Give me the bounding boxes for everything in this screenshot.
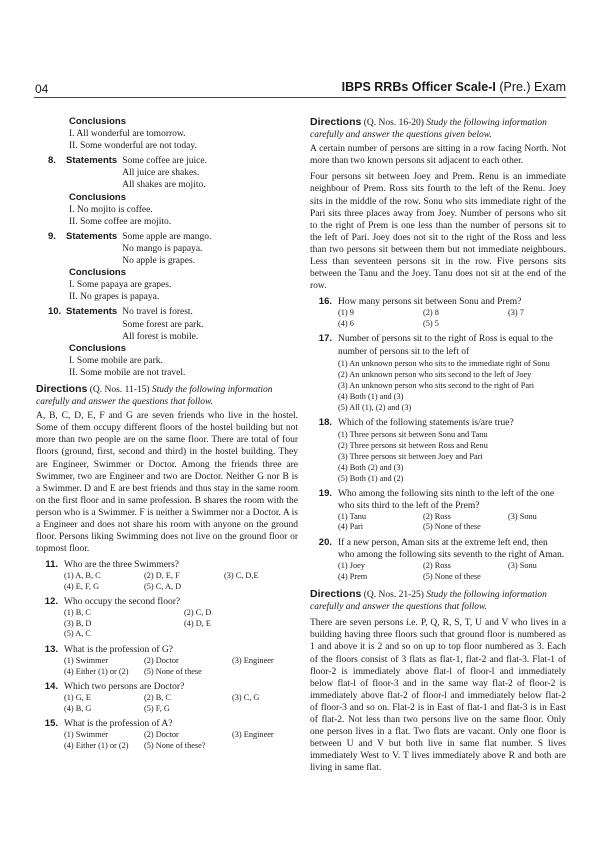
statement-3: All shakes are mojito.: [122, 180, 206, 191]
option-2[interactable]: (2) Ross: [423, 561, 451, 571]
question-text: Which of the following statements is/are true?: [338, 417, 514, 428]
option-5[interactable]: (5) None of these: [423, 522, 481, 532]
option-2[interactable]: (2) D, E, F: [144, 571, 180, 581]
option-4[interactable]: (4) Pari: [338, 522, 364, 532]
conclusion-2: II. No grapes is papaya.: [69, 292, 160, 303]
statement-3: All forest is mobile.: [122, 331, 199, 342]
question-number: 10.: [48, 306, 62, 318]
statements: [122, 231, 211, 267]
question-text: Which two persons are Doctor?: [64, 682, 185, 693]
option-5[interactable]: (5) F, G: [144, 703, 170, 713]
question-16: [310, 296, 566, 308]
statement-1: Some apple are mango.: [122, 231, 212, 242]
directions-text: Study the following information carefully and answer the questions that follow.: [36, 384, 273, 408]
option-3[interactable]: (3) Sonu: [508, 561, 537, 571]
option-5[interactable]: (5) A, C: [64, 629, 91, 639]
question-11: [36, 559, 298, 571]
statement-3: No apple is grapes.: [122, 256, 196, 267]
statement-2: Some forest are park.: [122, 319, 204, 330]
question-17: [310, 333, 566, 357]
conclusions-label: Conclusions: [69, 267, 127, 279]
directions-range: (Q. Nos. 16-20): [361, 118, 427, 128]
option-2[interactable]: (2) Ross: [423, 511, 451, 521]
option-4[interactable]: (4) Both (2) and (3): [338, 462, 404, 472]
option-3[interactable]: (3) Engineer: [232, 730, 274, 740]
question-number: 11.: [45, 559, 58, 571]
option-1[interactable]: (1) Tanu: [338, 511, 367, 521]
option-4[interactable]: (4) Both (1) and (3): [338, 391, 404, 401]
option-1[interactable]: (1) B, C: [64, 608, 91, 618]
running-title-bold: IBPS RRBs Officer Scale-I: [341, 80, 496, 94]
option-4[interactable]: (4) Prem: [338, 571, 368, 581]
question-number: 12.: [44, 596, 58, 608]
options-15: [36, 730, 298, 751]
options-11: [36, 571, 298, 592]
conclusion-1: I. Some mobile are park.: [69, 355, 163, 366]
option-2[interactable]: (2) An unknown person who sits second to the left of Joey: [338, 369, 532, 379]
option-2[interactable]: (2) 8: [423, 308, 439, 318]
options-13: [36, 656, 298, 677]
passage-21-25: There are seven persons i.e. P, Q, R, S, T, U and V who lives in a building having three floors such that ground floor is numbered as 1 and above it is 2 and so on up to top floor numbered as 3. Each of the floors consist of 3 flats as flat-1, flat-2 and flat-3. Flat-1 of floor-2 is immediately above flat-l of floor-l and immediately below flat-l of floor-3 and in the same way flat-2 of floor-2 is immediately above flat-2 of floor-l and immediately below flat-2 of floor-3 and so on. Flat-2 is in East of flat-1 and flat-3 is in East of flat-2. Not less than two persons live on the same floor. Only one person lives in a flat. Two flats are vacant. Only one floor is between U and V but both live in same flat number. S lives immediately West to V. T lives immediately above R and both are living in same flat.: [310, 618, 566, 774]
option-2[interactable]: (2) Doctor: [144, 730, 179, 740]
option-4[interactable]: (4) D, E: [184, 618, 211, 628]
passage-16-20-intro: A certain number of persons are sitting in a row facing North. Not more than two known persons sit adjacent to each other.: [310, 144, 566, 167]
directions-text: Study the following information carefully and answer the questions that follow.: [310, 590, 547, 613]
option-4[interactable]: (4) B, G: [64, 703, 92, 713]
question-number: 18.: [318, 416, 332, 428]
options-12: [36, 608, 298, 640]
question-number: 19.: [318, 487, 332, 499]
question-number: 14.: [44, 681, 58, 693]
directions-text: Study the following information carefully and answer the questions given below.: [310, 118, 547, 141]
statements: [122, 306, 203, 342]
question-12: [36, 596, 298, 608]
conclusions-label: Conclusions: [69, 116, 127, 127]
option-2[interactable]: (2) C, D: [184, 608, 212, 618]
conclusions-block-9: [36, 267, 298, 303]
conclusion-1: I. Some papaya are grapes.: [69, 280, 172, 291]
conclusion-2: II. Some wonderful are not today.: [69, 141, 197, 152]
option-3[interactable]: (3) Sonu: [508, 511, 537, 521]
question-text: Number of persons sit to the right of Ross is equal to the number of persons sit to the left of: [338, 334, 553, 357]
option-5[interactable]: (5) C, A, D: [144, 581, 182, 591]
option-5[interactable]: (5) Both (1) and (2): [338, 473, 404, 483]
right-column: [310, 116, 566, 774]
directions-21-25: [310, 588, 566, 613]
question-text: If a new person, Aman sits at the extreme left end, then who among the following sits seventh to the right of Aman.: [338, 537, 565, 560]
option-4[interactable]: (4) E, F, G: [64, 581, 100, 591]
options-19: [310, 512, 566, 533]
option-4[interactable]: (4) Either (1) or (2): [64, 666, 129, 676]
header-rule: [34, 97, 566, 98]
question-text: What is the profession of A?: [64, 719, 173, 730]
question-14: [36, 681, 298, 693]
option-1[interactable]: (1) 9: [338, 308, 354, 318]
question-9: [36, 231, 298, 267]
directions-label: Directions: [310, 116, 362, 128]
statement-1: No travel is forest.: [122, 307, 193, 318]
option-5[interactable]: (5) 5: [423, 318, 439, 328]
question-text: What is the profession of G?: [64, 644, 173, 655]
page-header: [0, 0, 600, 100]
question-number: 9.: [48, 230, 56, 242]
option-4[interactable]: (4) Either (1) or (2): [64, 740, 129, 750]
question-number: 16.: [318, 296, 332, 308]
option-1[interactable]: (1) Three persons sit between Sonu and Tanu: [338, 429, 488, 439]
page-number: 04: [35, 82, 49, 96]
options-17: [310, 358, 566, 413]
conclusions-block-10: [36, 343, 298, 379]
option-1[interactable]: (1) A, B, C: [64, 571, 101, 581]
options-14: [36, 693, 298, 714]
question-number: 15.: [44, 718, 58, 730]
option-1[interactable]: (1) An unknown person who sits to the immediate right of Sonu: [338, 358, 550, 368]
option-3[interactable]: (3) Engineer: [232, 656, 274, 666]
question-number: 17.: [318, 333, 332, 345]
option-3[interactable]: (3) An unknown person who sits second to the right of Pari: [338, 380, 535, 390]
option-3[interactable]: (3) 7: [508, 308, 524, 318]
conclusions-label: Conclusions: [69, 191, 127, 203]
statements: [122, 155, 207, 191]
conclusions-label: Conclusions: [69, 342, 127, 354]
conclusion-1: I. All wonderful are tomorrow.: [69, 129, 186, 140]
option-3[interactable]: (3) Three persons sit between Joey and Pari: [338, 451, 483, 461]
statement-2: All juice are shakes.: [122, 168, 200, 179]
question-15: [36, 718, 298, 730]
statements-label: Statements: [66, 306, 118, 318]
passage-11-15: A, B, C, D, E, F and G are seven friends who live in the hostel. Some of them occupy different floors of the hostel building but not more than two people are on the same floor. There are total of four floors (ground, first, second and third) in the hostel building. They are Engineer, Swimmer or Doctor. Among the friends three are Swimmer, two are Engineer and two are Doctor. Neither G nor B is a Swimmer. D and E are best friends and thus stay in the same room on the first floor and in same profession. B shares the room with the person who is a Swimmer. F is neither a Swimmer nor a Doctor. A is a Engineer and does not share his room with anyone on the ground floor. Persons liking Swimming does not live on the ground floor or topmost floor.: [36, 411, 298, 555]
conclusion-2: II. Some mobile are not travel.: [69, 367, 186, 378]
conclusion-2: II. Some coffee are mojito.: [69, 216, 172, 227]
question-18: [310, 417, 566, 429]
directions-range: (Q. Nos. 11-15): [87, 384, 152, 395]
option-3[interactable]: (3) B, D: [64, 618, 92, 628]
directions-label: Directions: [36, 382, 88, 395]
question-number: 13.: [44, 643, 58, 655]
option-1[interactable]: (1) G, E: [64, 693, 91, 703]
option-1[interactable]: (1) Joey: [338, 561, 365, 571]
option-2[interactable]: (2) Doctor: [144, 656, 179, 666]
directions-range: (Q. Nos. 21-25): [361, 590, 427, 601]
question-text: Who among the following sits ninth to the left of the one who sits third to the left of the Prem?: [338, 488, 555, 511]
statement-1: Some coffee are juice.: [122, 156, 207, 167]
question-10: [36, 306, 298, 342]
option-3[interactable]: (3) C, D,E: [224, 571, 259, 581]
statements-label: Statements: [66, 155, 118, 167]
option-3[interactable]: (3) C, G: [232, 693, 260, 703]
question-19: [310, 488, 566, 512]
conclusions-block-7: [36, 116, 298, 152]
directions-label: Directions: [310, 588, 362, 601]
option-2[interactable]: (2) B, C: [144, 693, 171, 703]
statements-label: Statements: [66, 230, 118, 242]
question-20: [310, 537, 566, 561]
option-1[interactable]: (1) Swimmer: [64, 730, 109, 740]
question-number: 20.: [318, 536, 332, 548]
option-5[interactable]: (5) All (1), (2) and (3): [338, 402, 412, 412]
question-13: [36, 644, 298, 656]
directions-11-15: [36, 383, 298, 408]
option-5[interactable]: (5) None of these: [423, 571, 481, 581]
option-4[interactable]: (4) 6: [338, 318, 354, 328]
statement-2: No mango is papaya.: [122, 243, 203, 254]
options-16: [310, 308, 566, 329]
question-8: [36, 155, 298, 191]
directions-16-20: [310, 116, 566, 141]
options-20: [310, 561, 566, 582]
left-column: [36, 116, 298, 751]
question-text: Who are the three Swimmers?: [64, 560, 180, 571]
question-number: 8.: [48, 155, 56, 167]
question-text: How many persons sit between Sonu and Prem?: [338, 297, 522, 308]
passage-16-20: Four persons sit between Joey and Prem. Renu is an immediate neighbour of Prem. Ross sits fourth to the left of the Renu. Joey sits in the middle of the row. Sonu who sits immediate right of the Pari sits three places away from Joey. Number of persons who sit to the right of Prem is one less than the number of persons sit to the left of Pari. Joey does not sit to the right of the Ross and less than two persons sit between them but not immediate neighbours. Less than seventeen persons sit in the row. Five persons sits between the Tanu and the Joey. Tanu does not sit at the end of the row.: [310, 172, 566, 292]
running-title-rest: (Pre.) Exam: [495, 80, 566, 94]
running-title: [342, 80, 566, 94]
option-2[interactable]: (2) Three persons sit between Ross and Renu: [338, 440, 488, 450]
question-text: Who occupy the second floor?: [64, 597, 181, 608]
conclusions-block-8: [36, 192, 298, 228]
option-5[interactable]: (5) None of these: [144, 666, 202, 676]
option-5[interactable]: (5) None of these?: [144, 740, 206, 750]
option-1[interactable]: (1) Swimmer: [64, 656, 109, 666]
conclusion-1: I. No mojito is coffee.: [69, 204, 153, 215]
options-18: [310, 429, 566, 484]
